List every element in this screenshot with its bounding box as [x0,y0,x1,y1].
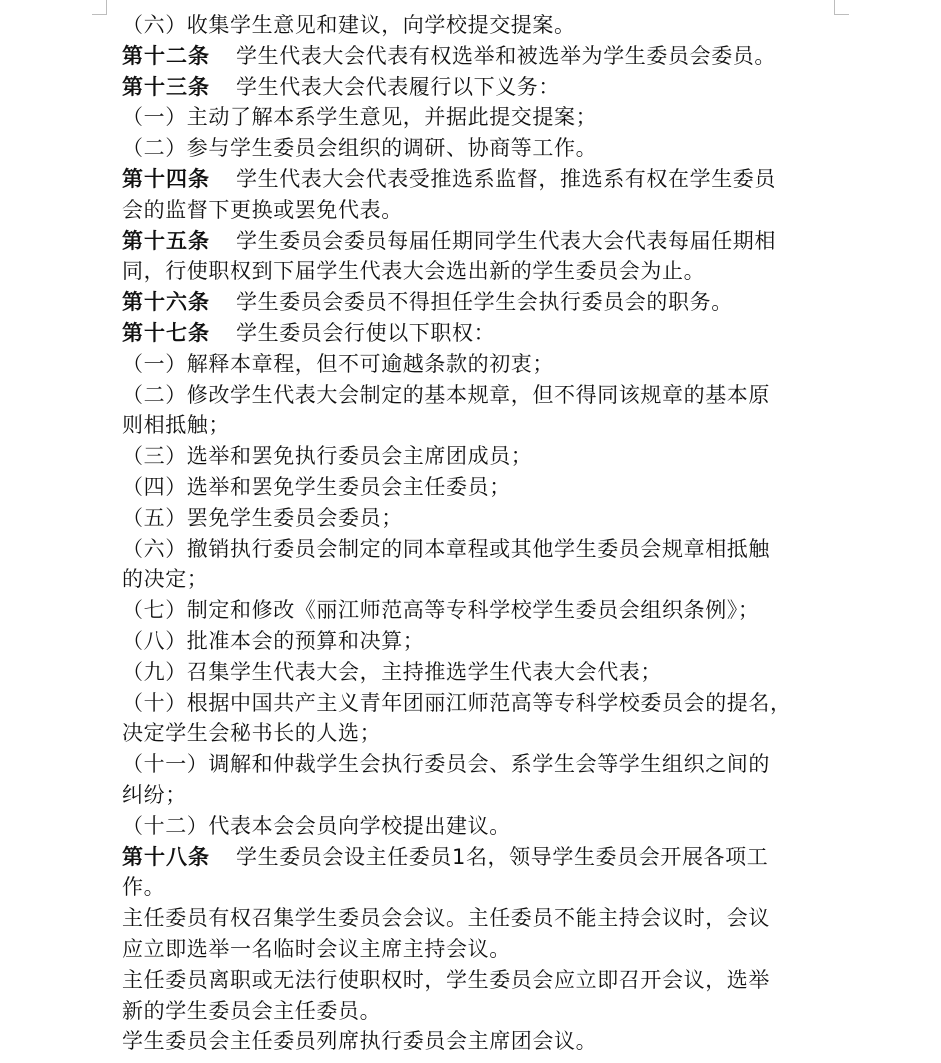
text-line [122,195,832,226]
line-text: （十二）代表本会会员向学校提出建议。 [122,813,511,838]
article-line [122,287,832,318]
article-number: 第十五条 [122,228,210,253]
text-line [122,472,832,503]
text-line [122,534,832,565]
text-line [122,441,832,472]
article-number: 第十四条 [122,166,210,191]
line-text: 主任委员离职或无法行使职权时，学生委员会应立即召开会议，选举 [122,967,770,992]
text-line [122,626,832,657]
line-text: （一）主动了解本系学生意见，并据此提交提案； [122,105,598,130]
article-number: 第十二条 [122,43,210,68]
line-text: 学生委员会设主任委员1名，领导学生委员会开展各项工 [236,844,769,869]
line-text: 作。 [122,875,166,900]
line-text: （四）选举和罢免学生委员会主任委员； [122,474,511,499]
line-text: （九）召集学生代表大会，主持推选学生代表大会代表； [122,659,662,684]
page-corner-mark-right [834,0,849,15]
line-text: （十一）调解和仲裁学生会执行委员会、系学生会等学生组织之间的 [122,752,770,777]
text-line [122,780,832,811]
line-text: （六）收集学生意见和建议，向学校提交提案。 [122,13,576,37]
line-text: 学生委员会委员不得担任学生会执行委员会的职务。 [236,290,733,315]
line-text: （二）修改学生代表大会制定的基本规章，但不得同该规章的基本原 [122,382,770,407]
article-line [122,226,832,257]
line-text: （三）选举和罢免执行委员会主席团成员； [122,444,533,469]
line-text: 学生委员会委员每届任期同学生代表大会代表每届任期相 [236,228,776,253]
line-text: 学生委员会主任委员列席执行委员会主席团会议。 [122,1029,598,1054]
article-number: 第十七条 [122,320,210,345]
line-text: 则相抵触； [122,413,230,438]
line-text: （十）根据中国共产主义青年团丽江师范高等专科学校委员会的提名， [122,690,792,715]
text-line [122,872,832,903]
text-line [122,133,832,164]
document-page [122,10,832,1057]
text-line [122,256,832,287]
line-text: 学生委员会行使以下职权： [236,320,496,345]
text-line [122,996,832,1027]
text-line [122,934,832,965]
line-text: （七）制定和修改《丽江师范高等专科学校学生委员会组织条例》； [122,598,760,623]
line-text: （五）罢免学生委员会委员； [122,505,403,530]
text-line [122,102,832,133]
text-line [122,349,832,380]
line-text: （八）批准本会的预算和决算； [122,628,425,653]
line-text: （一）解释本章程，但不可逾越条款的初衷； [122,351,554,376]
article-number: 第十八条 [122,844,210,869]
line-text: 纠纷； [122,782,187,807]
line-text: 决定学生会秘书长的人选； [122,721,382,746]
text-line [122,564,832,595]
line-text: 的决定； [122,567,209,592]
line-text: 学生代表大会代表受推选系监督，推选系有权在学生委员 [236,166,776,191]
text-line [122,718,832,749]
article-number: 第十三条 [122,74,210,99]
line-text: 学生代表大会代表有权选举和被选举为学生委员会委员。 [236,43,776,68]
text-line [122,595,832,626]
line-text: 同，行使职权到下届学生代表大会选出新的学生委员会为止。 [122,259,706,284]
article-line [122,164,832,195]
line-text: 新的学生委员会主任委员。 [122,998,382,1023]
line-text: 应立即选举一名临时会议主席主持会议。 [122,936,511,961]
line-text: （六）撤销执行委员会制定的同本章程或其他学生委员会规章相抵触 [122,536,770,561]
article-number: 第十六条 [122,290,210,315]
text-line [122,10,832,41]
text-line [122,903,832,934]
text-line [122,811,832,842]
article-line [122,72,832,103]
text-line [122,503,832,534]
text-line [122,1026,832,1057]
article-line [122,318,832,349]
line-text: 会的监督下更换或罢免代表。 [122,197,403,222]
article-line [122,842,832,873]
text-line [122,688,832,719]
text-line [122,965,832,996]
page-corner-mark-left [92,0,107,15]
text-line [122,380,832,411]
text-line [122,410,832,441]
text-line [122,657,832,688]
line-text: 主任委员有权召集学生委员会会议。主任委员不能主持会议时，会议 [122,906,770,931]
text-line [122,749,832,780]
line-text: （二）参与学生委员会组织的调研、协商等工作。 [122,136,598,161]
article-line [122,41,832,72]
line-text: 学生代表大会代表履行以下义务： [236,74,560,99]
